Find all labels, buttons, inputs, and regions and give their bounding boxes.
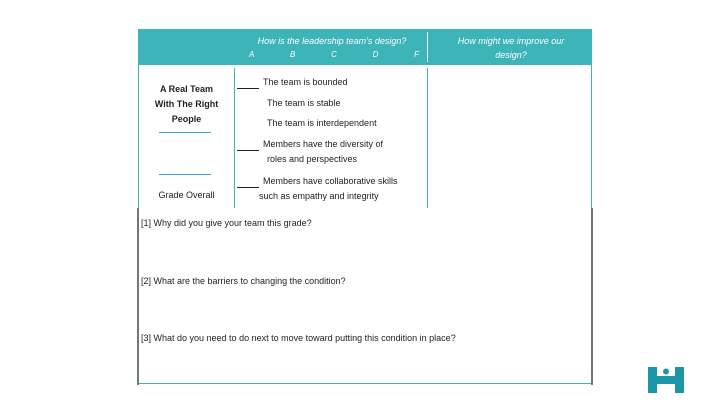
grade-d: D bbox=[372, 50, 379, 59]
grade-overall-label: Grade Overall bbox=[158, 190, 215, 200]
grade-blank-line[interactable] bbox=[159, 132, 211, 133]
checklist-item bbox=[237, 76, 348, 89]
checklist-item: The team is interdependent bbox=[267, 118, 377, 128]
grade-c: C bbox=[331, 50, 337, 59]
condition-title-line3: People bbox=[171, 114, 202, 124]
condition-title-line1: A Real Team bbox=[159, 84, 214, 94]
header-right bbox=[439, 30, 583, 65]
questions-right-edge bbox=[591, 208, 593, 385]
header-left bbox=[237, 30, 427, 65]
checklist-item-continued: such as empathy and integrity bbox=[259, 191, 379, 201]
worksheet bbox=[138, 29, 592, 384]
grade-scale bbox=[249, 50, 419, 59]
condition-title-line2: With The Right bbox=[154, 99, 219, 109]
grade-f: F bbox=[414, 50, 419, 59]
checklist-item bbox=[237, 175, 398, 188]
checklist-item-continued: roles and perspectives bbox=[267, 154, 358, 164]
grade-b: B bbox=[290, 50, 296, 59]
column-divider-right bbox=[427, 68, 428, 208]
leadership-design-question: How is the leadership team's design? bbox=[257, 36, 407, 46]
improve-question-line1: How might we improve our bbox=[457, 36, 565, 46]
answer-blank[interactable] bbox=[237, 179, 259, 188]
item-text: Members have collaborative skills bbox=[263, 176, 398, 186]
item-text: The team is bounded bbox=[263, 77, 348, 87]
checklist-item bbox=[237, 138, 383, 151]
grade-blank-line[interactable] bbox=[159, 174, 211, 175]
checklist-item: The team is stable bbox=[267, 98, 341, 108]
item-text: Members have the diversity of bbox=[263, 139, 384, 149]
reflection-question-2: [2] What are the barriers to changing the condition? bbox=[141, 276, 346, 286]
improve-question-line2: design? bbox=[495, 50, 527, 60]
column-divider-left bbox=[234, 68, 235, 208]
brand-logo-icon bbox=[648, 367, 684, 393]
grade-a: A bbox=[249, 50, 255, 59]
header-divider bbox=[427, 32, 428, 62]
condition-title bbox=[139, 82, 234, 127]
answer-blank[interactable] bbox=[237, 142, 259, 151]
header-band bbox=[139, 30, 591, 65]
questions-left-edge bbox=[137, 208, 139, 385]
reflection-question-3: [3] What do you need to do next to move toward putting this condition in place? bbox=[141, 333, 456, 343]
reflection-question-1: [1] Why did you give your team this grade? bbox=[141, 218, 312, 228]
answer-blank[interactable] bbox=[237, 80, 259, 89]
